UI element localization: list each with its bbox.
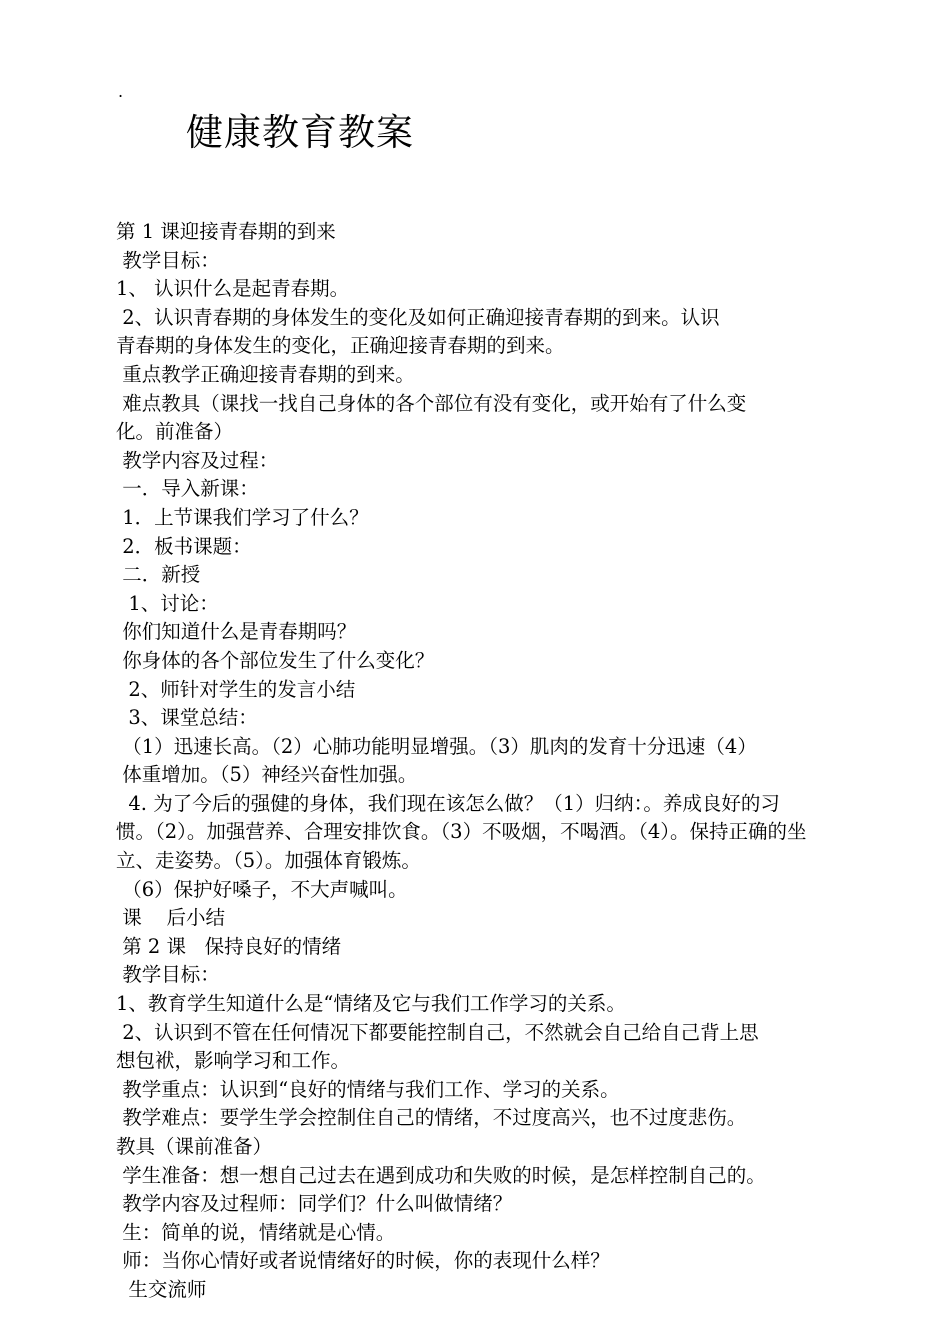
text-line: 生交流师: [116, 1277, 207, 1301]
text-line: 惯。（2）。加强营养、合理安排饮食。（3）不吸烟，不喝酒。（4）。保持正确的坐: [116, 820, 807, 844]
text-line: 立、走姿势。（5）。加强体育锻炼。: [116, 849, 421, 873]
text-line: 1、教育学生知道什么是“情绪及它与我们工作学习的关系。: [116, 992, 626, 1016]
text-line: 教学目标：: [116, 963, 220, 987]
text-line: 体重增加。（5）神经兴奋性加强。: [116, 763, 418, 787]
text-line: 教学难点：要学生学会控制住自己的情绪，不过度高兴，也不过度悲伤。: [116, 1106, 747, 1130]
text-line: 4. 为了今后的强健的身体，我们现在该怎么做？（1）归纳：。养成良好的习: [116, 791, 780, 815]
text-line: 难点教具（课找一找自己身体的各个部位有没有变化，或开始有了什么变: [116, 391, 747, 415]
text-line: 2、师针对学生的发言小结: [116, 677, 356, 701]
text-line: 学生准备：想一想自己过去在遇到成功和失败的时候，是怎样控制自己的。: [116, 1163, 766, 1187]
text-line: 2、认识青春期的身体发生的变化及如何正确迎接青春期的到来。认识: [116, 305, 720, 329]
page-marker: .: [118, 82, 124, 101]
page-title: 健康教育教案: [186, 111, 414, 154]
text-line: 1．上节课我们学习了什么？: [116, 505, 369, 529]
text-line: 教学重点：认识到“良好的情绪与我们工作、学习的关系。: [116, 1077, 620, 1101]
text-line: 课 后小结: [116, 906, 225, 930]
text-line: 教学内容及过程师：同学们？什么叫做情绪？: [116, 1192, 513, 1216]
text-line: 3、课堂总结：: [116, 706, 258, 730]
text-line: 教学内容及过程：: [116, 448, 279, 472]
text-line: 想包袱，影响学习和工作。: [116, 1049, 351, 1073]
text-line: 2．板书课题：: [116, 534, 252, 558]
text-line: 1、讨论：: [116, 591, 219, 615]
text-line: 第 2 课 保持良好的情绪: [116, 934, 342, 958]
text-line: 一．导入新课：: [116, 477, 259, 501]
text-line: 你身体的各个部位发生了什么变化？: [116, 648, 435, 672]
document-body: [116, 218, 836, 1305]
text-line: 二．新授: [116, 563, 201, 587]
text-line: 重点教学正确迎接青春期的到来。: [116, 362, 415, 386]
text-line: （1）迅速长高。（2）心肺功能明显增强。（3）肌肉的发育十分迅速（4）: [116, 734, 757, 758]
text-line: 教具（课前准备）: [116, 1135, 273, 1158]
text-line: 化。前准备）: [116, 420, 234, 444]
text-line: 生：简单的说，情绪就是心情。: [116, 1220, 396, 1244]
text-line: 教学目标：: [116, 248, 220, 272]
text-line: 2、认识到不管在任何情况下都要能控制自己，不然就会自己给自己背上思: [116, 1020, 759, 1044]
text-line: 第 1 课迎接青春期的到来: [116, 220, 336, 243]
text-line: 青春期的身体发生的变化，正确迎接青春期的到来。: [116, 334, 565, 358]
text-line: 师：当你心情好或者说情绪好的时候，你的表现什么样？: [116, 1249, 610, 1273]
text-line: 1、 认识什么是起青春期。: [116, 277, 350, 301]
text-line: （6）保护好嗓子，不大声喊叫。: [116, 877, 408, 901]
text-line: 你们知道什么是青春期吗？: [116, 620, 357, 644]
